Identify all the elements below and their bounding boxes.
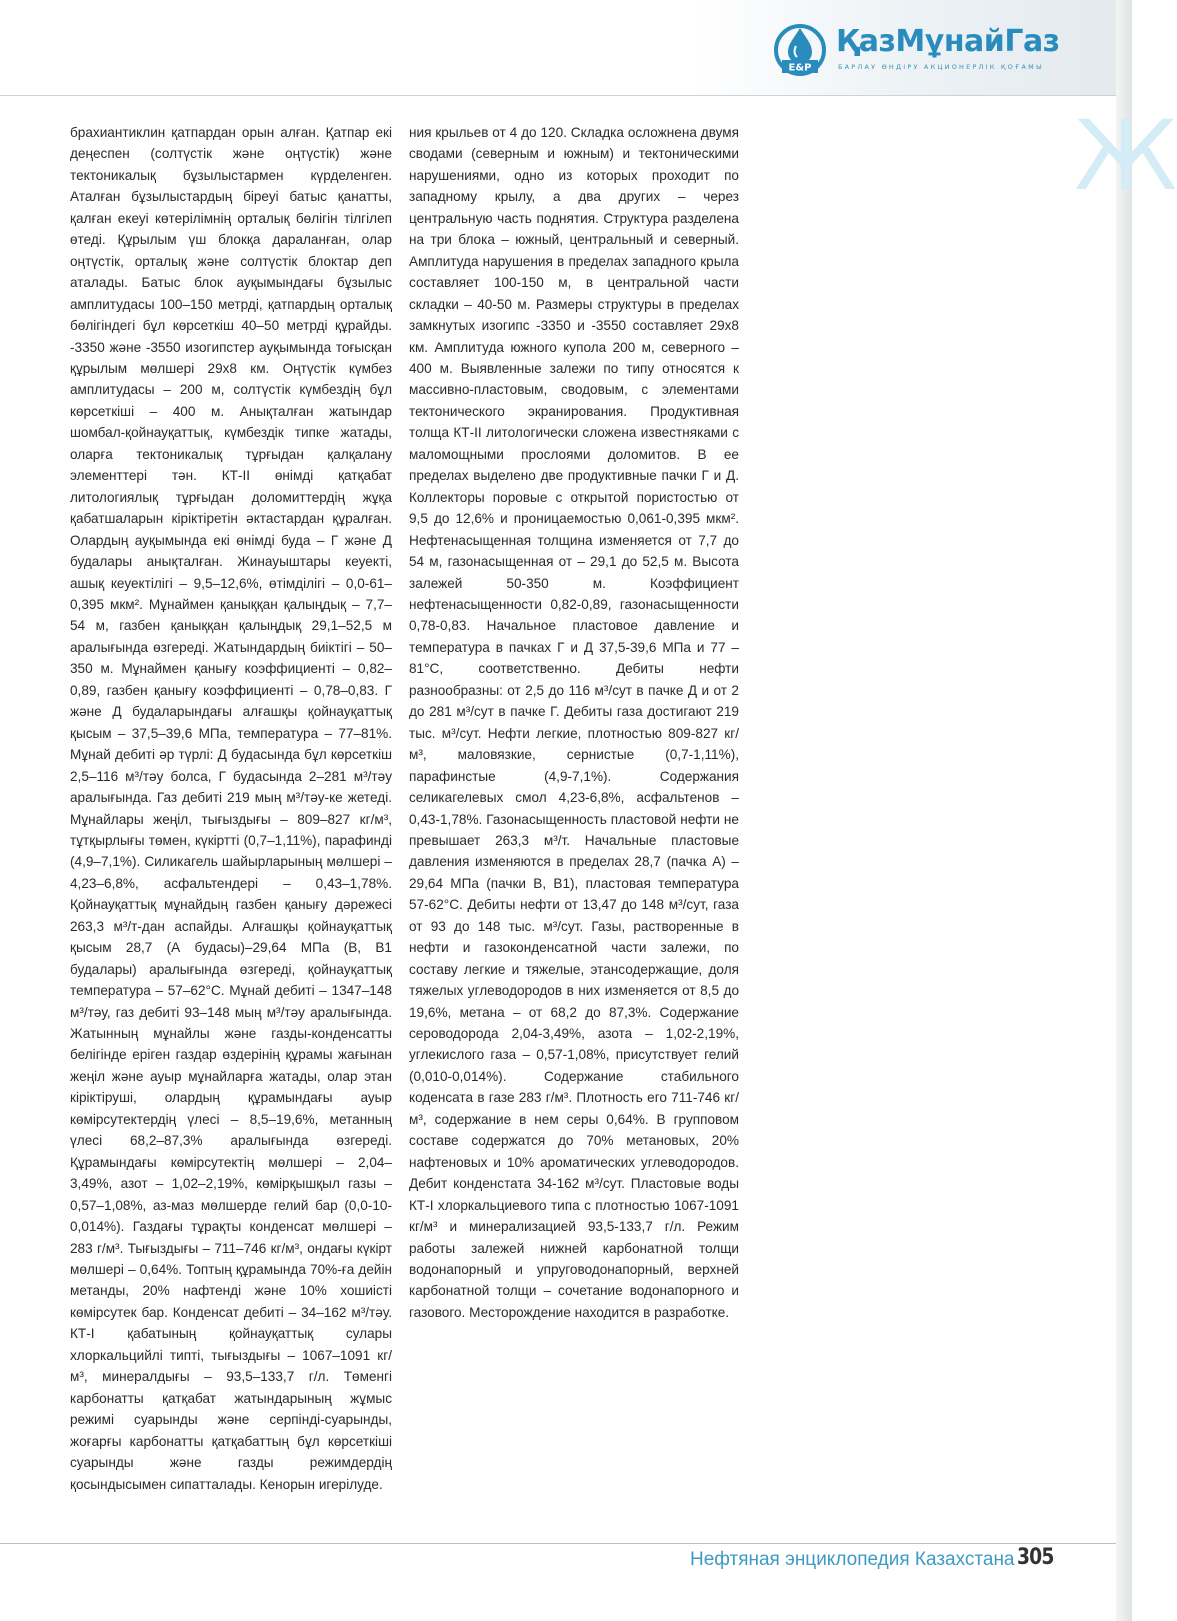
russian-text-column: ния крыльев от 4 до 120. Складка осложнена двумя сводами (северным и южным) и тектоническими нарушениями, одно из которых проходит по западному крылу, а два других – через центральную часть поднятия. Структура разделена на три блока – южный, центральный и северный. Амплитуда нарушения в пределах западного крыла составляет 100-150 м, в центральной части складки – 40-50 м. Размеры структуры в пределах замкнутых изогипс -3350 и -3550 составляет 29х8 км. Амплитуда южного купола 200 м, северного – 400 м. Выявленные залежи по типу относятся к массивно-пластовым, сводовым, с элементами тектонического экранирования. Продуктивная толща КТ-ІІ литологически сложена известняками с маломощными прослоями доломитов. В ее пределах выделено две продуктивные пачки Г и Д. Коллекторы поровые с открытой пористостью от 9,5 до 12,6% и проницаемостью 0,061-0,395 мкм². Нефтенасыщенная толщина изменяется от 7,7 до 54 м, газонасыщенная от – 29,1 до 52,5 м. Высота залежей 50-350 м. Коэффициент нефтенасыщенности 0,82-0,89, газонасыщенности 0,78-0,83. Начальное пластовое давление и температура в пачках Г и Д 37,5-39,6 МПа и 77 – 81°С, соответственно. Дебиты нефти разнообразны: от 2,5 до 116 м³/сут в пачке Д и от 2 до 281 м³/сут в пачке Г. Дебиты газа достигают 219 тыс. м³/сут. Нефти легкие, плотностью 809-827 кг/м³, маловязкие, сернистые (0,7-1,11%), парафинстые (4,9-7,1%). Содержания селикагелевых смол 4,23-6,8%, асфальтенов – 0,43-1,78%. Газонасыщенность пластовой нефти не превышает 263,3 м³/т. Начальные пластовые давления изменяются в пределах 28,7 (пачка А) – 29,64 МПа (пачки В, В1), пластовая температура 57-62°С. Дебиты нефти от 13,47 до 148 м³/сут, газа от 93 до 148 тыс. м³/сут. Газы, растворенные в нефти и газоконденсатной части залежи, по составу легкие и тяжелые, этансодержащие, доля тяжелых углеводородов в них изменяется от 8,5 до 19,6%, метана – от 68,2 до 87,3%. Содержание сероводорода 2,04-3,49%, азота – 1,02-2,19%, углекислого газа – 0,57-1,08%, присутствует гелий (0,010-0,014%). Содержание стабильного коденсата в газе 283 г/м³. Плотность его 711-746 кг/м³, содержание в нем серы 0,64%. В групповом составе содержатся до 70% метановых, 20% нафтеновых и 10% ароматических углеводородов. Дебит конденстата 34-162 м³/сут. Пластовые воды КТ-І хлоркальциевого типа с плотностью 1067-1091 кг/м³ и минерализацией 93,5-133,7 г/л. Режим работы залежей нижней карбонатной толщи водонапорный и упруговодонапорный, верхней карбонатной толщи – сочетание водонапорного и газового. Месторождение находится в разработке.	[409, 125, 739, 1320]
company-logo	[772, 18, 1060, 78]
footer-title: Нефтяная энциклопедия Казахстана	[690, 1549, 1015, 1570]
logo-subtitle: БАРЛАУ ӨНДІРУ АКЦИОНЕРЛІК ҚОҒАМЫ	[838, 63, 1044, 71]
logo-wordmark: ҚазМұнайГаз	[836, 24, 1060, 59]
page-number: 305	[1017, 1545, 1054, 1570]
oil-drop-emblem-icon	[772, 20, 830, 76]
kazakh-text-column: брахиантиклин қатпардан орын алған. Қатпар екі деңеспен (солтүстік және оңтүстік) және тектоникалық бұзылыстармен күрделенген. Аталған бұзылыстардың біреуі батыс қанатты, қалған екеуі көтерілімнің орталық бөлігін тілгілеп өтеді. Құрылым үш блокқа дараланған, олар оңтүстік, орталық және солтүстік блоктар деп аталады. Батыс блок ауқымындағы бұзылыс амплитудасы 100–150 метрді, қатпардың орталық бөлігіндегі бұл көрсеткіш 40–50 метрді құрайды. -3350 және -3550 изогипстер ауқымында тоғысқан құрылым мөлшері 29х8 км. Оңтүстік күмбез амплитудасы – 200 м, солтүстік күмбездің бұл көрсеткіші – 400 м. Анықталған жатындар шомбал-қойнауқаттық, күмбездік типке жатады, оларға тектоникалық тұрғыдан қалқалану элементтері тән. КТ-ІІ өнімді қатқабат литологиялық тұрғыдан доломиттердің жұқа қабатшаларын кіріктіретін әктастардан құралған. Олардың ауқымында екі өнімді буда – Г және Д будалары анықталған. Жинауыштары кеуекті, ашық кеуектілігі – 9,5–12,6%, өтімділігі – 0,0-61–0,395 мкм². Мұнаймен қаныққан қалыңдық – 7,7–54 м, газбен қаныққан қалыңдық 29,1–52,5 м аралығында өзгереді. Жатындардың биіктігі – 50–350 м. Мұнаймен қанығу коэффициенті – 0,82–0,89, газбен қанығу коэффициенті – 0,78–0,83. Г және Д будаларындағы алғашқы қойнауқаттық қысым – 37,5–39,6 МПа, температура – 77–81%. Мұнай дебиті әр түрлі: Д будасында бұл көрсеткіш 2,5–116 м³/тәу болса, Г будасында 2–281 м³/тәу аралығында. Газ дебиті 219 мың м³/тәу-ке жетеді. Мұнайлары жеңіл, тығыздығы – 809–827 кг/м³, тұтқырлығы төмен, күкіртті (0,7–1,11%), парафинді (4,9–7,1%). Силикагель шайырларының мөлшері – 4,23–6,8%, асфальтендері – 0,43–1,78%. Қойнауқаттық мұнайдың газбен қанығу дәрежесі 263,3 м³/т-дан аспайды. Алғашқы қойнауқаттық қысым 28,7 (А будасы)–29,64 МПа (В, В1 будалары) аралығында өзгереді, қойнауқаттық температура – 57–62°С. Мұнай дебиті – 1347–148 м³/тәу, газ дебиті 93–148 мың м³/тәу аралығында. Жатынның мұнайлы және газды-конденсатты белігінде еріген газдар өздерінің құрамы жағынан жеңіл және ауыр мұнайларға жатады, олар этан кіріктіруші, олардың құрамындағы ауыр көмірсутектердің үлесі – 8,5–19,6%, метанның үлесі 68,2–87,3% аралығында өзгереді. Құрамындағы көмірсутектің мөлшері – 2,04–3,49%, азот – 1,02–2,19%, көмірқышқыл газы – 0,57–1,08%, аз-маз мөлшерде гелий бар (0,0-10-0,014%). Газдағы тұрақты конденсат мөлшері – 283 г/м³. Тығыздығы – 711–746 кг/м³, ондағы күкірт мөлшері – 0,64%. Топтың құрамында 70%-ға дейін метанды, 20% нафтенді және 10% хошиісті көмірсутек бар. Конденсат дебиті – 34–162 м³/тәу. КТ-І қабатының қойнауқаттық сулары хлоркальцийлі типті, тығыздығы – 1067–1091 кг/м³, минералдығы – 93,5–133,7 г/л. Төменгі карбонатты қатқабат жатындарының жұмыс режимі суарынды және серпінді-суарынды, жоғарғы карбонатты қатқабаттың бұл көрсеткіші суарынды және газды режимдердің қосындысымен сипатталады. Кенорын игерілуде.	[70, 125, 392, 1492]
footer-divider	[0, 1543, 1116, 1544]
emblem-label: E&P	[788, 62, 812, 74]
page-edge	[1116, 0, 1132, 1621]
section-letter: Ж	[1074, 100, 1177, 212]
